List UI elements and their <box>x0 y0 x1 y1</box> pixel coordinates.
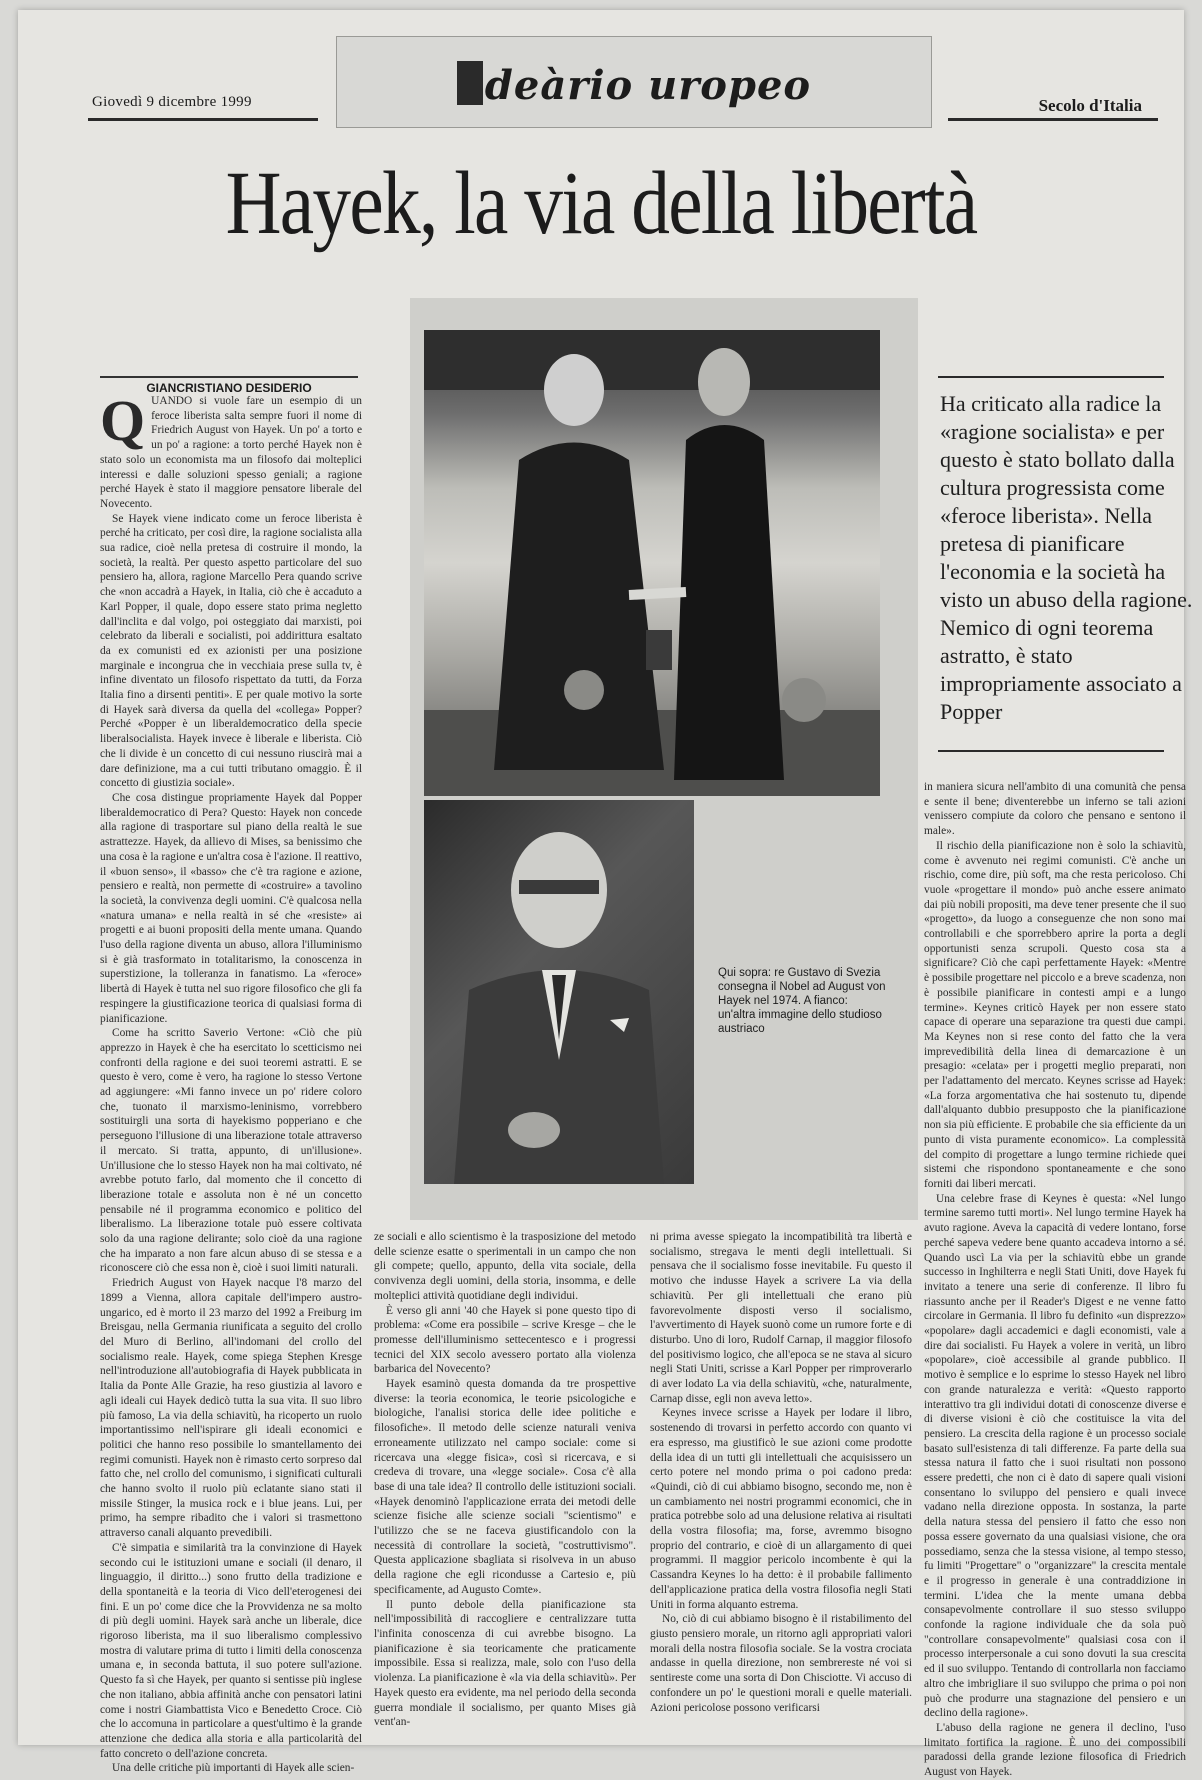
headline: Hayek, la via della libertà <box>225 154 977 253</box>
paragraph: Keynes invece scrisse a Hayek per lodare il libro, sostenendo di trovarsi in perfetto accordo con quanto vi era espresso, ma giustificò le sue azioni come prodotte della idea di un tutti gli intellettuali che acquisissero un certo potere nel mondo prima o poi cadono preda: «Quindi, ciò di cui abbiamo bisogno, secondo me, non è un cambiamento nei nostri programmi economici, che in pratica potrebbe solo ad una delusione relativa ai risultati della vostra filosofia; ma, forse, avremmo bisogno proprio del contrario, e cioè di un allargamento di quei programmi. Il maggior pericolo incombente è qui la Cassandra Keynes lo ha detto: è il probabile fallimento dell'applicazione pratica della vostra filosofia negli Stati Uniti in forma alquanto estrema. <box>650 1407 912 1611</box>
paragraph: È verso gli anni '40 che Hayek si pone questo tipo di problema: «Come era possibile – scrive Kresge – che le promesse dell'illuminismo settecentesco e i progressi tecnici del XIX secolo avessero portato alla violenza barbarica del Novecento? <box>374 1304 636 1376</box>
paragraph: in maniera sicura nell'ambito di una comunità che pensa e sente il bene; diventerebbe un inferno se tali azioni venissero compiute da coloro che pensano e sentono il male». <box>924 781 1186 838</box>
paragraph: Il punto debole della pianificazione sta nell'impossibilità di raccogliere e centralizzare tutta l'infinita conoscenza di cui avrebbe bisogno. La pianificazione è sia teoricamente che praticamente impossibile. Essa si realizza, male, solo con l'uso della violenza. La pianificazione è «la via della schiavitù». Per Hayek questo era evidente, ma nel periodo della seconda guerra mondiale il socialismo, per quanto Mises già vent'an- <box>374 1598 636 1729</box>
article-column-2 <box>374 1230 636 1734</box>
hayek-portrait-illustration <box>424 800 694 1184</box>
paragraph: Come ha scritto Saverio Vertone: «Ciò che più apprezzo in Hayek è che ha esercitato lo scetticismo nei confronti della ragione e dei suoi teoremi astratti. E se questo è vero, come è vero, ha ragione lo stesso Vertone ad aggiungere: «Mi fanno invece un po' ridere coloro che, tuonato il marxismo-leninismo, vorrebbero sostituirgli una sorta di hayekismo popperiano e che perseguono l'illusione di una liberazione totale attraverso il mercato. Si tratta, appunto, di un'illusione». Un'illusione che lo stesso Hayek non ha mai coltivato, né avrebbe potuto farlo, dal momento che il concetto di liberazione totale e assoluta non è né un concetto pensabile né il programma economico e politico del liberalismo. La liberazione totale può essere coltivata solo da una ragione delirante; solo cioè da una ragione che ha imparato a non fare alcun abuso di se stessa e a riconoscere ciò che essa non è, cioè i suoi limiti naturali. <box>100 1027 362 1275</box>
paragraph: Se Hayek viene indicato come un feroce liberista è perché ha criticato, per così dire, la ragione socialista alla sua radice, cioè nella pretesa di costruire il mondo, la società, la realtà. Per questo aspetto particolare del suo pensiero ha, allora, ragione Marcello Pera quando scrive che «non accadrà a Hayek, in Italia, ciò che è accaduto a Karl Popper, il quale, dopo essere stato prima negletto dall'inclita e dal volgo, poi osteggiato dai marxisti, poi celebrato da liberali e socialisti, poi addirittura esaltato da ex comunisti ed ex azionisti per una posizione marginale e incongrua che in vecchiaia prese sulla tv, è infine diventato un filosofo rispettato da tutti, da Forza Italia fino a dirsenti pentiti». E per quale motivo la sorte di Hayek sarà diversa da quella del «collega» Popper? Perché «Popper è un liberaldemocratico della specie liberalsocialista. Hayek invece è liberale e liberista. Ciò che li divide è un concetto di cui nessuno riuscirà mai a dare definizione, ma a cui tutti tributano omaggio. È il concetto di giustizia sociale». <box>100 512 362 790</box>
paragraph: UANDO si vuole fare un esempio di un feroce liberista salta sempre fuori il nome di Friedrich August von Hayek. Un po' a torto e un po' a ragione: a torto perché Hayek non è stato solo un economista ma un filosofo dai molteplici interessi e dalle soluzioni spesso geniali; a ragione perché Hayek è stato il maggiore pensatore liberale del Novecento. <box>100 395 362 510</box>
section-title-text: deàrio uropeo <box>484 62 812 109</box>
masthead-cap-i-icon <box>457 61 483 105</box>
paragraph: No, ciò di cui abbiamo bisogno è il ristabilimento del giusto pensiero morale, un ritorno agli appropriati valori morali della nostra filosofia sociale. Se la vostra crociata andasse in quella direzione, non sembrereste né voi si sentireste come una sorta di Don Chisciotte. Vi accuso di confondere un po' le questioni morali e quelle materiali. Azioni pericolose possono verificarsi <box>650 1613 912 1714</box>
paragraph: C'è simpatia e similarità tra la convinzione di Hayek secondo cui le istituzioni umane e sociali (il denaro, il linguaggio, il diritto...) sono frutto della tradizione e della spontaneità e la teoria di Vico dell'eterogenesi dei fini. E un po' come dice che la Provvidenza ne sa molto di più degli uomini. Hayek sarà anche un liberale, dice rigoroso liberista, ma il suo liberalismo complessivo mostra di valutare prima di tutto i limiti della conoscenza umana e, in seconda battuta, il suo potere sull'azione. Questo fa sì che Hayek, per quanto si sentisse più inglese che non italiano, abbia affinità anche con pensatori latini come i nostri Giambattista Vico e Benedetto Croce. Ciò che lo accomuna in particolare a quest'ultimo è la grande attenzione che dedica alla storia e alla particolarità del fatto concreto o dell'azione concreta. <box>100 1541 362 1760</box>
paragraph: ze sociali e allo scientismo è la trasposizione del metodo delle scienze esatte o sperimentali in un campo che non gli compete; quello, appunto, della vita sociale, della convivenza degli uomini, della storia, insomma, e delle molteplici attività quotidiane degli individui. <box>374 1231 636 1302</box>
paragraph: L'abuso della ragione ne genera il declino, l'uso limitato fortifica la ragione. È uno dei compossibili paradossi della grande lezione filosofica di Friedrich August von Hayek. <box>924 1722 1186 1779</box>
hayek-portrait-photo <box>424 800 694 1184</box>
article-column-4 <box>924 780 1186 1779</box>
issue-date: Giovedì 9 dicembre 1999 <box>92 94 252 110</box>
nobel-ceremony-photo <box>424 330 880 796</box>
section-masthead <box>336 36 932 128</box>
photo-caption: Qui sopra: re Gustavo di Svezia consegna il Nobel ad August von Hayek nel 1974. A fianco: un'altra immagine dello studioso austriaco <box>718 967 886 1035</box>
paragraph: Friedrich August von Hayek nacque l'8 marzo del 1899 a Vienna, allora capitale dell'impero austro-ungarico, ed è morto il 23 marzo del 1992 a Freiburg im Breisgau, nella Germania riunificata a seguito del crollo del Muro di Berlino, all'indomani del crollo del socialismo reale. Hayek, come spiega Stephen Kresge nell'introduzione all'autobiografia di Hayek pubblicata in Italia da Ponte Alle Grazie, ha reso giustizia al lavoro e agli ideali cui Hayek dedicò tutta la sua vita. Il suo libro più famoso, La via della schiavitù, ha ricoperto un ruolo importantissimo nell'ispirare gli ideali economici e politici che hanno reso possibile lo smantellamento dei regimi comunisti. Hayek non è rimasto certo sorpreso dal fatto che, nel crollo del comunismo, i significati culturali che hanno svolto il ruolo più eclatante siano stati il missile Stinger, la musica rock e i blue jeans. Lui, per primo, ha sempre ribadito che i valori si trasmettono attraverso canali alquanto prevedibili. <box>100 1277 362 1540</box>
nobel-ceremony-illustration <box>424 330 880 796</box>
paragraph: Il rischio della pianificazione non è solo la schiavitù, come è avvenuto nei regimi comunisti. C'è anche un rischio, come dire, più soft, ma che resta pericoloso. Chi vuole «progettare il mondo» può anche essere animato dai più nobili propositi, ma deve tener presente che il suo «progetto», da luogo a conseguenze che non sono mai controllabili e che sporrebbero aprire la porta a degli opportunisti senza scrupoli. Questo cosa sta a significare? Ciò che capì perfettamente Hayek: «Mentre è possibile progettare nel piccolo e a breve scadenza, non è possibile pianificare in contesti ampi e a lungo termine». Keynes criticò Hayek per non essere stato capace di operare una separazione tra questi due campi. Ma Keynes non si rese conto del fatto che la vera imprevedibilità della linea di demarcazione è un presagio: «celata» per i progetti meglio preparati, non per l'adattamento del mercato. Keynes scrisse ad Hayek: «La forza argomentativa che hai sostenuto tu, dipende dall'alquanto dubbio presupposto che la pianificazione non sia più efficiente. E probabile che sia efficiente da un punto di vista puramente economico». La complessità del compito di progettare a lungo termine richiede quei sistemi che rispondono spontaneamente e che sono forniti dai liberi mercati. <box>924 839 1186 1190</box>
header-rule-right <box>948 118 1158 121</box>
paragraph: Hayek esaminò questa domanda da tre prospettive diverse: la teoria economica, le teorie psicologiche e biologiche, l'analisi storica delle idee politiche e filosofiche». Il metodo delle scienze naturali veniva erroneamente utilizzato nel campo sociale: come si ricercava una «legge fisica», così si ricercava, e si credeva di trovare, una «legge sociale». Cosa c'è alla base di una tale idea? Il controllo delle istituzioni sociali. «Hayek denominò l'applicazione errata dei metodi delle scienze fisiche alle scienze sociali "scientismo" e l'utilizzo che se ne faceva giustificandolo con la necessità di controllare la società, "costruttivismo". Questa applicazione sbagliata si risolveva in un abuso della ragione che egli ricondusse a Cartesio e, più specificamente, ad Augusto Comte». <box>374 1378 636 1596</box>
drop-cap: Q <box>100 388 146 453</box>
paragraph: Che cosa distingue propriamente Hayek dal Popper liberaldemocratico di Pera? Questo: Hayek non concede alla ragione di trasportare sul piano della realtà le sue astrattezze. Hayek, da allievo di Mises, sa benissimo che una cosa è la ragione e un'altra cosa è l'azione. Il reattivo, il «buon senso», il «basso» che c'è tra ragione e azione, pensiero e realtà, non permette di «costruire» a tavolino la società, la convivenza degli uomini. C'è qualcosa nella «natura umana» e nella realtà in sé che «resiste» ai progetti e ai buoni propositi della mente umana. Quando l'uso della ragione diventa un abuso, allora l'illuminismo si è già trasformato in totalitarismo, la conoscenza in superstizione, la tolleranza in fanatismo. La «feroce» libertà di Hayek è tutta nel suo rigore filosofico che gli fa respingere la giustificazione teorica di qualsiasi forma di pianificazione. <box>100 791 362 1025</box>
pullquote-rule-bottom <box>938 750 1164 752</box>
byline: GIANCRISTIANO DESIDERIO <box>100 376 358 395</box>
pull-quote: Ha criticato alla radice la «ragione socialista» e per questo è stato bollato dalla cultura progressista come «feroce liberista». Nella pretesa di pianificare l'economia e la società ha visto un abuso della ragione. Nemico di ogni teorema astratto, è stato impropriamente associato a Popper <box>940 391 1193 724</box>
article-column-3 <box>650 1230 912 1734</box>
section-title <box>337 61 931 109</box>
paragraph: Una delle critiche più importanti di Hayek alle scien- <box>112 1762 355 1775</box>
paragraph: Una celebre frase di Keynes è questa: «Nel lungo termine saremo tutti morti». Nel lungo termine Hayek ha avuto ragione. Aveva la capacità di vedere lontano, forse perché sapeva vedere bene quanto accadeva intorno a sé. Quando uscì La via per la schiavitù ebbe un grande successo in Inghilterra e negli Stati Uniti, dove Hayek fu invitato a tenere una serie di conferenze. Il libro fu riassunto anche per il Reader's Digest e ne venne fatto circolare in Germania. Il libro fu definito «un disprezzo» «popolare» dagli accademici e dagli economisti, vale a dire dai socialisti. Fu Hayek a volere in verità, un libro «popolare», cioè accessibile al grande pubblico. Il motivo è semplice e lo esprime lo stesso Hayek nel libro con grande naturalezza e verità: «Questo rapporto interattivo tra gli individui dotati di conoscenze diverse e di diverse visioni è ciò che costituisce la vita del pensiero. La crescita della ragione è un processo sociale basato sull'esistenza di tali differenze. Fa parte della sua stessa natura il fatto che i suoi risultati non possono essere predetti, che non ci è dato di sapere quali visioni consentano lo sviluppo del pensiero e quali invece vadano nella direzione opposta. In sostanza, la parte della natura stessa del pensiero il fatto che esso non possa essere governato da una qualsiasi visione, che ora possediamo, senza che la stessa visione, al tempo stesso, fu limiti "Progettare" o "organizzare" la crescita mentale e il progresso in generale è una contraddizione in termini. L'idea che la mente umana debba consapevolmente controllare il suo stesso sviluppo confonde la ragione individuale che da sola può "controllare consapevolmente" qualsiasi cosa con il processo interpersonale a cui sono dovuti la sua crescita ed il suo sviluppo. Tentando di controllarla non facciamo altro che imbrigliare il suo sviluppo che prima o poi non può che produrre una stagnazione del pensiero e un declino della ragione». <box>924 1192 1186 1720</box>
paper-name: Secolo d'Italia <box>1038 96 1142 115</box>
paragraph: ni prima avesse spiegato la incompatibilità tra libertà e socialismo, stregava le menti degli intellettuali. Si pensava che il socialismo fosse inevitabile. Fu questo il motivo che indusse Hayek a scrivere La via della schiavitù. Per gli intellettuali che erano più favorevolmente disposti verso il socialismo, l'avvertimento di Hayek suonò come un rumore forte e di disturbo. Uno di loro, Rudolf Carnap, il maggior filosofo del positivismo logico, che all'epoca se ne stava al sicuro negli Stati Uniti, scrisse a Karl Popper per rimproverarlo di aver lodato La via della schiavitù, «che, naturalmente, Carnap disse, egli non aveva letto». <box>650 1231 912 1405</box>
pullquote-rule-top <box>938 376 1164 378</box>
header-rule-left <box>88 118 318 121</box>
newspaper-page <box>18 10 1193 1779</box>
